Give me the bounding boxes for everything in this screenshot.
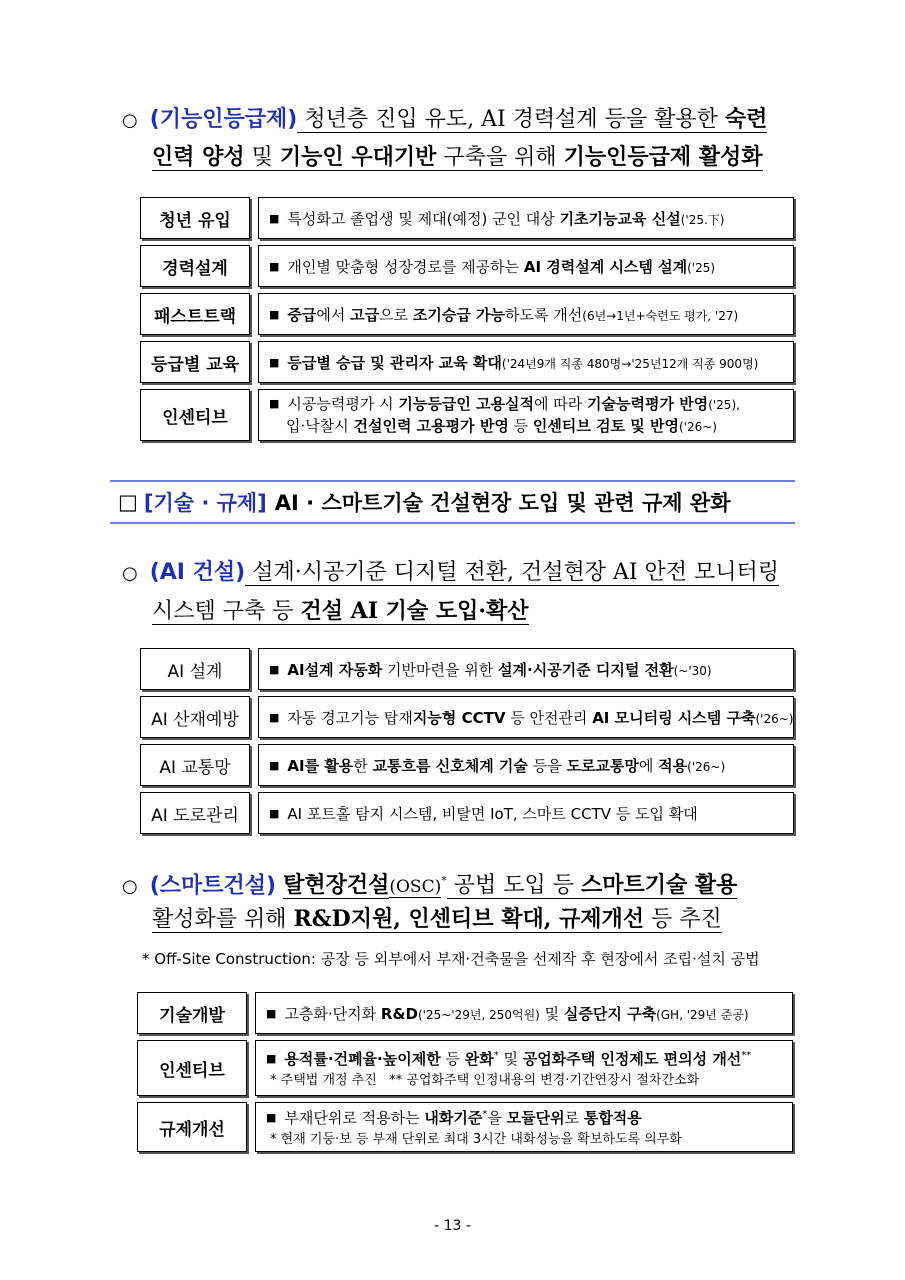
text-bold: 지능형 CCTV [412, 708, 506, 727]
text-bold: 건설인력 고용평가 반영 [353, 416, 509, 435]
row-content [258, 389, 794, 441]
row-label: 인센티브 [137, 1040, 247, 1096]
table1-row [140, 245, 794, 287]
text-bold: 등급별 승급 및 관리자 교육 확대 [287, 353, 502, 372]
paragraph-3-line-1 [122, 864, 737, 904]
section-header [110, 480, 795, 524]
text-bold: AI 경력설계 시스템 설계 [523, 257, 688, 276]
text-small: (~'30) [673, 663, 712, 678]
row-content [255, 1102, 793, 1152]
table2-row [140, 792, 794, 834]
text-bold: R&D [380, 1004, 418, 1023]
text-small: ('25) [687, 260, 716, 275]
text-bold: 실증단지 구축 [563, 1004, 657, 1023]
text-bold: 통합적용 [583, 1108, 642, 1127]
text-small: ('25), [708, 397, 740, 412]
square-bullet-icon: ■ [266, 1110, 277, 1124]
square-bullet-icon: ■ [269, 396, 280, 410]
text-bold: 중급 [287, 305, 317, 324]
text: 입·낙찰시 [286, 416, 354, 435]
table2-row [140, 696, 794, 738]
text-small: ('25.下) [680, 212, 725, 227]
p2-text-bold: 건설 AI 기술 도입·확산 [300, 598, 529, 624]
p3-text: 공법 도입 등 [446, 873, 581, 899]
text-bold: 고급 [350, 305, 380, 324]
square-bullet-icon: ■ [269, 355, 280, 369]
p2-tag: (AI 건설) [149, 560, 246, 585]
text: 등 안전관리 [505, 708, 593, 727]
text-small: ('26~) [687, 759, 726, 774]
row-note: * 주택법 개정 추진 ** 공업화주택 인정내용의 변경·기간연장시 절차간소화 [270, 1072, 700, 1088]
text: 에서 [316, 305, 351, 324]
row-label: AI 교통망 [140, 744, 250, 786]
text-small: (6년→1년+숙련도 평가, '27) [582, 308, 739, 323]
text: 등을 [527, 756, 567, 775]
square-bullet-icon: ■ [269, 758, 280, 772]
text-bold: 모듈단위 [506, 1108, 565, 1127]
p1-text-bold: 기능인 우대기반 [279, 144, 437, 170]
text-small: ('24년9개 직종 480명→'25년12개 직종 900명) [501, 356, 759, 371]
p1-text: 청년층 진입 유도, AI 경력설계 등을 활용한 [297, 107, 725, 132]
row-content [258, 197, 794, 239]
text: 을 [487, 1108, 507, 1127]
text-bold: 기초기능교육 신설 [559, 209, 681, 228]
row-content [258, 293, 794, 335]
p3-text-bold: 스마트기술 활용 [580, 872, 738, 899]
circle-bullet-icon: ○ [122, 110, 138, 131]
p1-text-bold: 숙련 [724, 106, 768, 132]
row-label: 규제개선 [137, 1102, 247, 1152]
row-content [258, 696, 794, 738]
row-content [258, 341, 794, 383]
table1-row [140, 293, 794, 335]
square-bullet-icon: ■ [269, 307, 280, 321]
row-content [258, 648, 794, 690]
table1-row [140, 389, 794, 441]
text-bold: AI를 활용 [287, 756, 354, 775]
footnote: * Off-Site Construction: 공장 등 외부에서 부재·건축물을 선제작 후 현장에서 조립·설치 공법 [142, 950, 760, 968]
text: AI 포트홀 탐지 시스템, 비탈면 IoT, 스마트 CCTV 등 도입 확대 [287, 804, 698, 823]
p2-text: 설계·시공기준 디지털 전환, 건설현장 AI 안전 모니터링 [245, 560, 780, 585]
row-label: 등급별 교육 [140, 341, 250, 383]
row-label: 기술개발 [137, 992, 247, 1034]
row-label: 패스트트랙 [140, 293, 250, 335]
p3-text: 활성화를 위해 [152, 907, 294, 932]
row-label: AI 도로관리 [140, 792, 250, 834]
text-bold: 적용 [658, 756, 688, 775]
row-label: 청년 유입 [140, 197, 250, 239]
text-bold: 공업화주택 인정제도 편의성 개선 [522, 1049, 742, 1068]
square-bullet-icon: ■ [269, 662, 280, 676]
p3-text: 등 추진 [644, 907, 722, 932]
p1-tag: (기능인등급제) [149, 107, 298, 132]
text: 및 [498, 1049, 523, 1068]
paragraph-1-line-1 [122, 102, 767, 138]
row-note: * 현재 기둥·보 등 부재 단위로 최대 3시간 내화성능을 확보하도록 의무화 [270, 1131, 682, 1147]
text: 하도록 개선 [505, 305, 583, 324]
section-title: AI · 스마트기술 건설현장 도입 및 관련 규제 완화 [274, 491, 731, 515]
table2-row [140, 744, 794, 786]
table3-row [137, 1040, 793, 1096]
paragraph-2-line-2 [152, 594, 529, 629]
table1-row [140, 197, 794, 239]
text: 부재단위로 적용하는 [284, 1108, 425, 1127]
text: 한 [353, 756, 373, 775]
text: 고층화·단지화 [284, 1004, 381, 1023]
text: 에 따라 [534, 394, 588, 413]
table1-row [140, 341, 794, 383]
table2-row [140, 648, 794, 690]
text: 기반마련을 위한 [382, 660, 499, 679]
p1-text-bold: 인력 양성 [152, 144, 245, 170]
row-content [258, 744, 794, 786]
page-number: - 13 - [434, 1218, 471, 1234]
text-small: (GH, '29년 준공) [656, 1007, 749, 1022]
square-bullet-icon: ■ [266, 1051, 277, 1065]
row-label: AI 산재예방 [140, 696, 250, 738]
row-label: 인센티브 [140, 389, 250, 441]
text-bold: 설계·시공기준 디지털 전환 [498, 660, 674, 679]
text-bold: 내화기준 [424, 1108, 483, 1127]
text-bold: 용적률·건폐율·높이제한 [284, 1049, 441, 1068]
text-bold: 기술능력평가 반영 [587, 394, 709, 413]
row-label: AI 설계 [140, 648, 250, 690]
text: 개인별 맞춤형 성장경로를 제공하는 [287, 257, 524, 276]
p1-text: 구축을 위해 [436, 145, 564, 170]
row-label: 경력설계 [140, 245, 250, 287]
text: 시공능력평가 시 [287, 394, 399, 413]
sup: * [482, 1108, 488, 1120]
text: 등 [440, 1049, 465, 1068]
text-small: ('26~) [678, 419, 717, 434]
circle-bullet-icon: ○ [122, 563, 138, 584]
text-bold: AI 모니터링 시스템 구축 [592, 708, 756, 727]
circle-bullet-icon: ○ [122, 876, 138, 898]
paragraph-2-line-1 [122, 556, 779, 591]
text: 에 [638, 756, 659, 775]
square-bullet-icon: ■ [269, 710, 280, 724]
p3-tag: (스마트건설) [149, 873, 277, 899]
table3-row [137, 1102, 793, 1152]
square-bullet-icon: ■ [269, 259, 280, 273]
p1-text: 및 [244, 145, 280, 170]
p3-text-bold: 탈현장건설 [283, 872, 390, 899]
square-bullet-icon: ■ [269, 806, 280, 820]
text: 로 [564, 1108, 584, 1127]
section-tag: [기술 · 규제] [143, 491, 267, 515]
text-bold: 기능등급인 고용실적 [398, 394, 535, 413]
square-bullet-icon: ■ [266, 1006, 277, 1020]
paragraph-1-line-2 [152, 140, 763, 175]
text-bold: 조기승급 가능 [412, 305, 506, 324]
text: 특성화고 졸업생 및 제대(예정) 군인 대상 [287, 209, 560, 228]
text-bold: 인센티브 검토 및 반영 [532, 416, 679, 435]
text: 등 [508, 416, 533, 435]
text-bold: AI설계 자동화 [287, 660, 383, 679]
table3-row [137, 992, 793, 1034]
p3-sup: * [441, 874, 447, 887]
square-bullet-icon: ■ [269, 211, 280, 225]
p1-text-bold: 기능인등급제 활성화 [563, 144, 763, 170]
paragraph-3-line-2 [152, 902, 722, 937]
text-bold: 교통흐름 신호체계 기술 [372, 756, 528, 775]
text: 으로 [379, 305, 413, 324]
row-content [255, 992, 793, 1034]
text-bold: 완화 [464, 1049, 494, 1068]
text: 및 [539, 1004, 564, 1023]
p2-text: 시스템 구축 등 [152, 599, 301, 624]
text-small: ('25~'29년, 250억원) [417, 1007, 540, 1022]
sup: * [493, 1049, 499, 1061]
row-content [258, 792, 794, 834]
text-bold: 도로교통망 [566, 756, 639, 775]
p3-text: (OSC) [389, 877, 442, 898]
sup: ** [741, 1049, 752, 1061]
row-content [255, 1040, 793, 1096]
p3-text-bold: R&D지원, 인센티브 확대, 규제개선 [293, 906, 645, 932]
text-small: ('26~) [755, 711, 794, 726]
section-box-icon: □ [118, 490, 138, 514]
text: 자동 경고기능 탑재 [287, 708, 413, 727]
row-content [258, 245, 794, 287]
